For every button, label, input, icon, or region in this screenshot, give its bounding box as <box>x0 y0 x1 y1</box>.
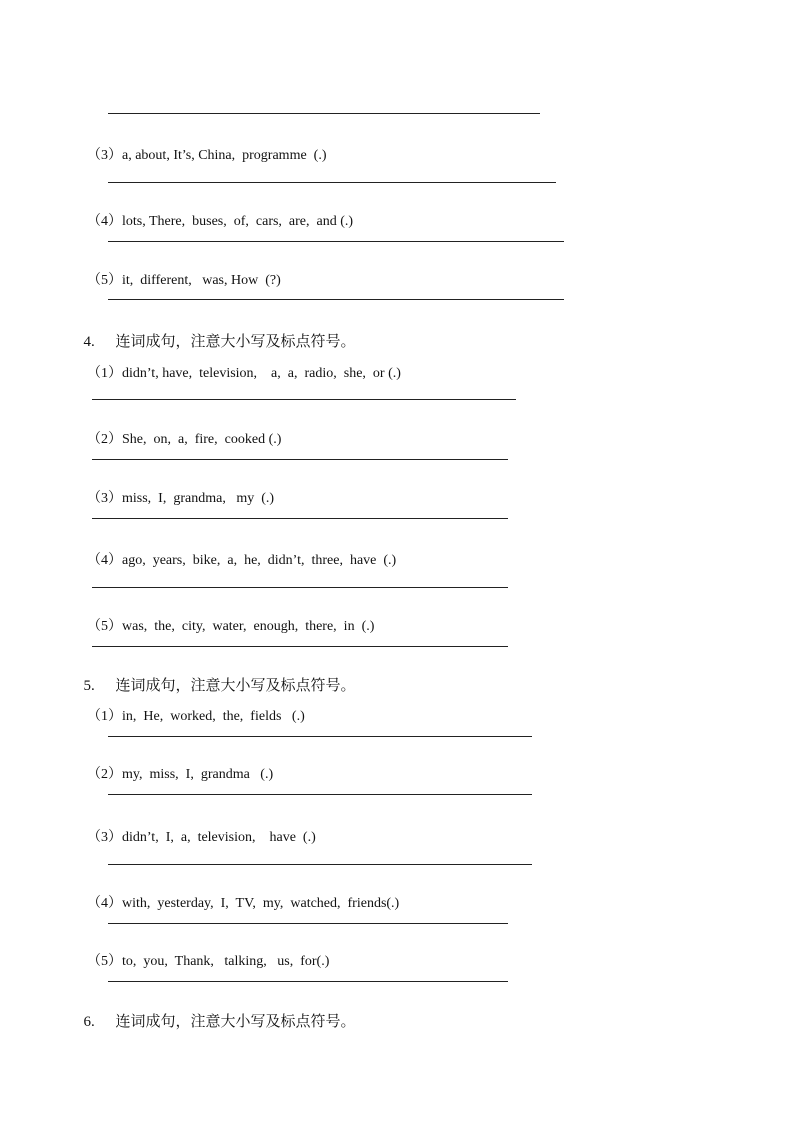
answer-line[interactable] <box>108 299 564 300</box>
item-number: （4） <box>87 553 122 568</box>
section-number: 6. <box>83 1014 95 1030</box>
item-words: it, different, was, How (?) <box>122 273 281 288</box>
question-5-4 <box>80 877 399 913</box>
question-3-4 <box>80 195 353 231</box>
question-4-5 <box>80 600 374 636</box>
question-5-1 <box>80 690 305 726</box>
answer-line[interactable] <box>92 587 508 588</box>
question-4-2 <box>80 413 281 449</box>
answer-line[interactable] <box>92 459 508 460</box>
item-words: She, on, a, fire, cooked (.) <box>122 432 282 447</box>
item-words: didn’t, I, a, television, have (.) <box>122 830 316 845</box>
answer-line[interactable] <box>108 241 564 242</box>
item-words: in, He, worked, the, fields (.) <box>122 709 305 724</box>
item-number: （5） <box>87 619 122 634</box>
section-title: 连词成句，注意大小写及标点符号。 <box>115 678 356 694</box>
answer-line[interactable] <box>108 736 532 737</box>
answer-line[interactable] <box>108 981 508 982</box>
item-number: （3） <box>87 148 122 163</box>
item-number: （2） <box>87 767 122 782</box>
item-words: with, yesterday, I, TV, my, watched, friends(.) <box>122 896 400 911</box>
item-number: （4） <box>87 214 122 229</box>
section-heading-4 <box>76 312 356 352</box>
item-words: to, you, Thank, talking, us, for(.) <box>122 954 330 969</box>
answer-line[interactable] <box>92 399 516 400</box>
question-4-4 <box>80 534 396 570</box>
question-4-1 <box>80 347 401 383</box>
section-number: 5. <box>83 678 95 694</box>
answer-line[interactable] <box>108 864 532 865</box>
question-4-3 <box>80 472 274 508</box>
item-words: a, about, It’s, China, programme (.) <box>122 148 327 163</box>
item-number: （5） <box>87 954 122 969</box>
section-heading-6 <box>76 992 356 1032</box>
item-number: （3） <box>87 491 122 506</box>
item-number: （1） <box>87 366 122 381</box>
item-number: （2） <box>87 432 122 447</box>
item-number: （1） <box>87 709 122 724</box>
answer-line[interactable] <box>108 113 540 114</box>
section-title: 连词成句，注意大小写及标点符号。 <box>115 334 356 350</box>
item-number: （5） <box>87 273 122 288</box>
question-5-3 <box>80 811 316 847</box>
item-number: （3） <box>87 830 122 845</box>
question-5-5 <box>80 935 329 971</box>
question-3-3 <box>80 129 327 165</box>
item-words: was, the, city, water, enough, there, in (.) <box>122 619 375 634</box>
question-5-2 <box>80 748 273 784</box>
section-title: 连词成句，注意大小写及标点符号。 <box>115 1014 356 1030</box>
item-words: lots, There, buses, of, cars, are, and (.) <box>122 214 354 229</box>
item-words: miss, I, grandma, my (.) <box>122 491 275 506</box>
answer-line[interactable] <box>108 794 532 795</box>
answer-line[interactable] <box>92 646 508 647</box>
question-3-5 <box>80 254 281 290</box>
answer-line[interactable] <box>108 182 556 183</box>
item-words: didn’t, have, television, a, a, radio, she, or (.) <box>122 366 401 381</box>
answer-line[interactable] <box>108 923 508 924</box>
section-number: 4. <box>83 334 95 350</box>
item-words: ago, years, bike, a, he, didn’t, three, have (.) <box>122 553 397 568</box>
item-words: my, miss, I, grandma (.) <box>122 767 274 782</box>
answer-line[interactable] <box>92 518 508 519</box>
item-number: （4） <box>87 896 122 911</box>
